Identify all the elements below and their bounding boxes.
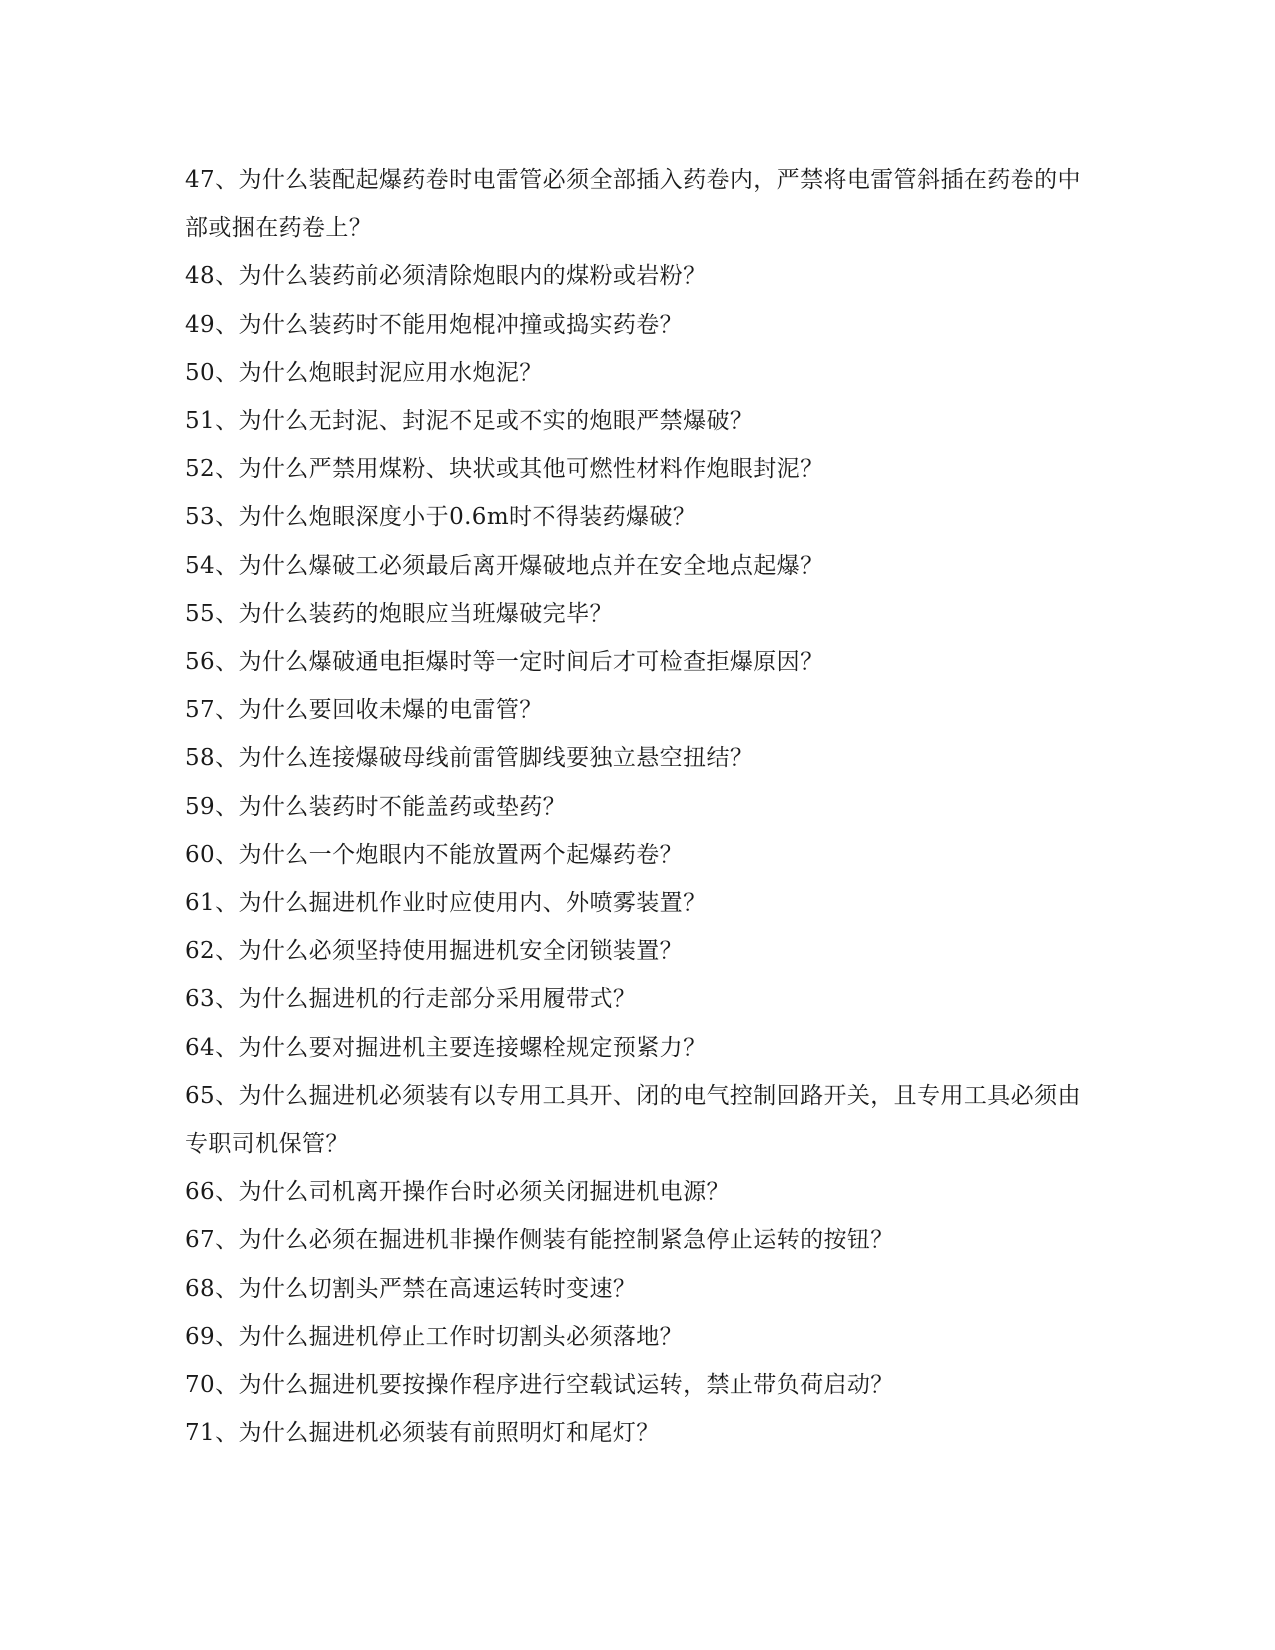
question-item: 53、为什么炮眼深度小于0.6m时不得装药爆破？ xyxy=(185,504,697,531)
question-item: 56、为什么爆破通电拒爆时等一定时间后才可检查拒爆原因？ xyxy=(185,649,824,676)
question-item: 54、为什么爆破工必须最后离开爆破地点并在安全地点起爆？ xyxy=(185,552,824,579)
question-item: 61、为什么掘进机作业时应使用内、外喷雾装置？ xyxy=(185,890,707,917)
question-item: 70、为什么掘进机要按操作程序进行空载试运转，禁止带负荷启动？ xyxy=(185,1372,894,1399)
question-item: 67、为什么必须在掘进机非操作侧装有能控制紧急停止运转的按钮？ xyxy=(185,1227,894,1254)
question-item: 47、为什么装配起爆药卷时电雷管必须全部插入药卷内，严禁将电雷管斜插在药卷的中部或捆在药卷上？ xyxy=(185,167,1081,242)
question-item: 58、为什么连接爆破母线前雷管脚线要独立悬空扭结？ xyxy=(185,745,754,772)
question-item: 52、为什么严禁用煤粉、块状或其他可燃性材料作炮眼封泥？ xyxy=(185,456,824,483)
question-item: 63、为什么掘进机的行走部分采用履带式？ xyxy=(185,986,637,1013)
question-item: 65、为什么掘进机必须装有以专用工具开、闭的电气控制回路开关，且专用工具必须由专职司机保管？ xyxy=(185,1082,1081,1158)
question-item: 64、为什么要对掘进机主要连接螺栓规定预紧力？ xyxy=(185,1034,707,1061)
question-item: 51、为什么无封泥、封泥不足或不实的炮眼严禁爆破？ xyxy=(185,408,754,435)
question-item: 49、为什么装药时不能用炮棍冲撞或捣实药卷？ xyxy=(185,311,684,338)
question-item: 62、为什么必须坚持使用掘进机安全闭锁装置？ xyxy=(185,938,684,965)
question-list xyxy=(185,156,1090,1457)
question-item: 55、为什么装药的炮眼应当班爆破完毕？ xyxy=(185,600,613,627)
question-item: 68、为什么切割头严禁在高速运转时变速？ xyxy=(185,1275,637,1302)
question-item: 60、为什么一个炮眼内不能放置两个起爆药卷？ xyxy=(185,841,684,868)
question-item: 69、为什么掘进机停止工作时切割头必须落地？ xyxy=(185,1323,684,1350)
question-item: 59、为什么装药时不能盖药或垫药？ xyxy=(185,793,567,820)
question-item: 50、为什么炮眼封泥应用水炮泥？ xyxy=(185,359,543,386)
question-item: 48、为什么装药前必须清除炮眼内的煤粉或岩粉？ xyxy=(185,263,707,290)
question-item: 66、为什么司机离开操作台时必须关闭掘进机电源？ xyxy=(185,1179,730,1206)
question-item: 71、为什么掘进机必须装有前照明灯和尾灯？ xyxy=(185,1420,660,1447)
question-item: 57、为什么要回收未爆的电雷管？ xyxy=(185,697,543,724)
